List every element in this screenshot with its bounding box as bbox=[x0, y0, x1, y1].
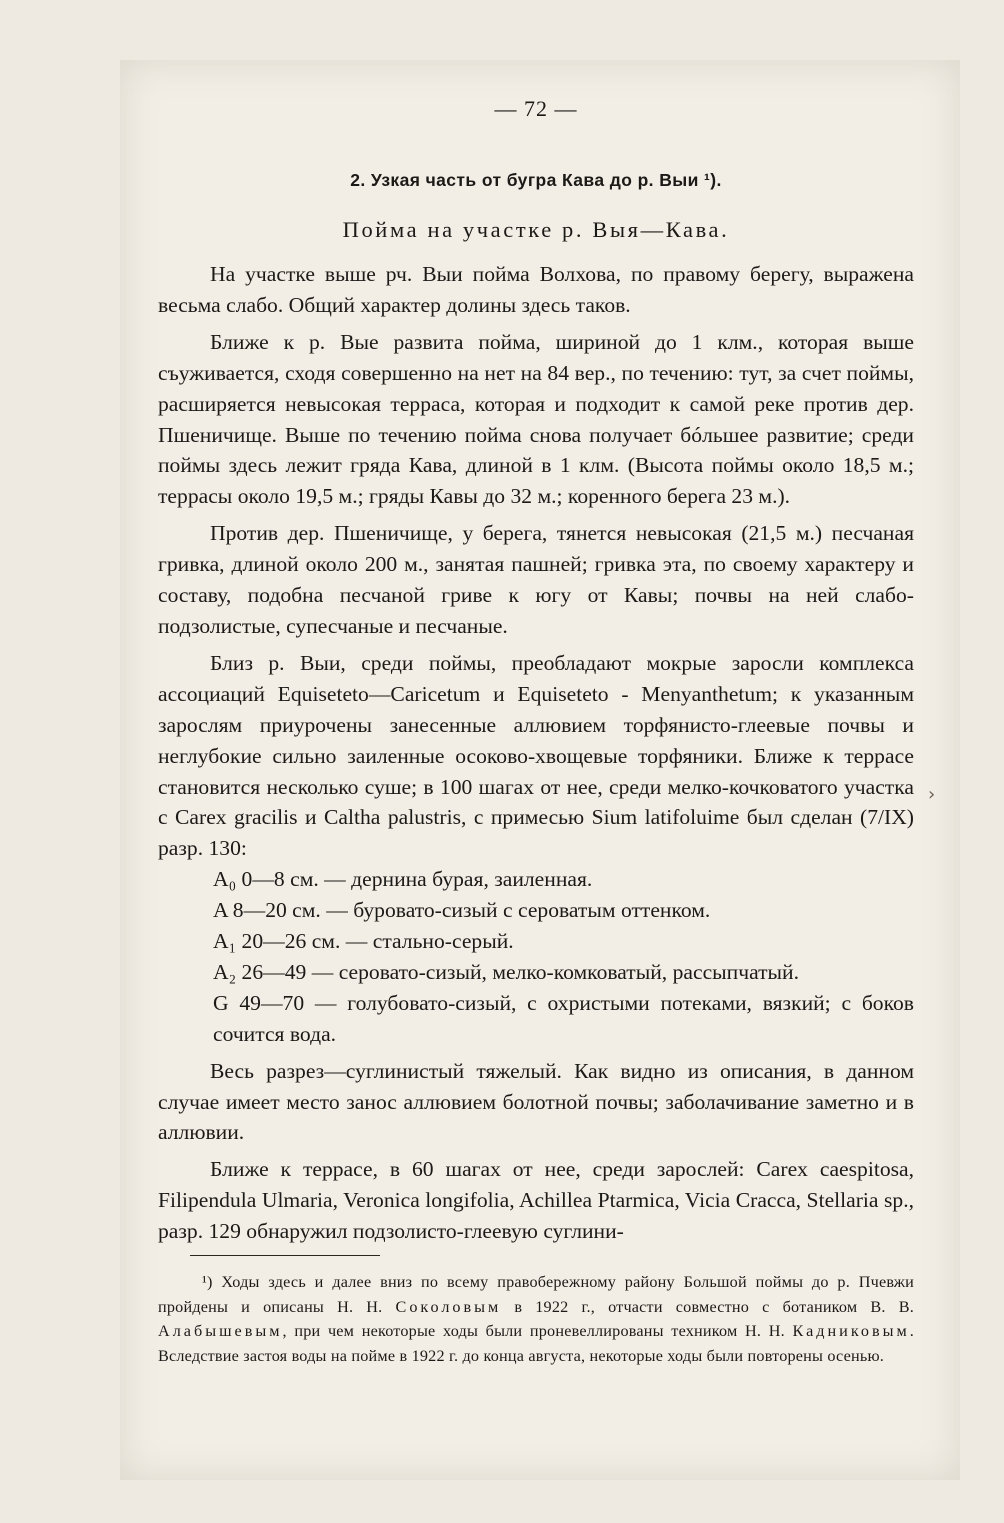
paragraph-6: Ближе к террасе, в 60 шагах от нее, среди зарослей: Carex caespitosa, Filipendula Ulmaria, Veronica longifolia, Achillea Ptarmica, Vicia Cracca, Stellaria sp., разр. 129 обнаружил подзолисто-глеевую суглини- bbox=[158, 1157, 914, 1244]
horizon-g bbox=[158, 988, 914, 1050]
footnote bbox=[158, 1270, 914, 1368]
footnote-name-kadnikov: Кадниковым bbox=[792, 1322, 910, 1341]
page-content bbox=[158, 96, 914, 1368]
paragraph-5: Весь разрез—суглинистый тяжелый. Как видно из описания, в данном случае имеет место занос аллювием болотной почвы; заболачивание заметно и в аллювии. bbox=[158, 1058, 914, 1145]
paragraph-2: Ближе к р. Вые развита пойма, шириной до 1 клм., которая выше съуживается, сходя совершенно на нет на 84 вер., по течению: тут, за счет поймы, расширяется невысокая терраса, которая и подходит к самой реке против дер. Пшеничище. Выше по течению пойма снова получает бóльшее развитие; среди поймы здесь лежит гряда Кава, длиной в 1 клм. (Высота поймы около 18,5 м.; террасы около 19,5 м.; гряды Кавы до 32 м.; коренного берега 23 м.). bbox=[158, 329, 914, 509]
footnote-part-1: ¹) Ходы здесь и далее вниз по всему правобережному району Большой поймы до р. Пчевжи пройдены и описаны Н. Н. bbox=[158, 1273, 914, 1316]
soil-horizons-list bbox=[158, 864, 914, 1049]
footnote-part-4: . Вследствие застоя воды на пойме в 1922 г. до конца августа, некоторые ходы были повторены осенью. bbox=[158, 1322, 914, 1365]
section-heading: 2. Узкая часть от бугра Кава до р. Выи ¹). bbox=[350, 170, 722, 190]
footnote-divider bbox=[190, 1255, 380, 1256]
subheading: Пойма на участке р. Выя—Кава. bbox=[342, 217, 730, 242]
page-number: — 72 — bbox=[494, 96, 578, 121]
horizon-a0: A₀ 0—8 см. — дернина бурая, заиленная. bbox=[213, 867, 593, 892]
horizon-a1: A₁ 20—26 см. — стально-серый. bbox=[213, 929, 514, 954]
horizon-g-text: G 49—70 — голубовато-сизый, с охристыми потеками, вязкий; с боков сочится вода. bbox=[213, 990, 914, 1046]
footnote-part-3: , при чем некоторые ходы были проневеллированы техником Н. Н. bbox=[282, 1322, 793, 1341]
margin-mark: › bbox=[928, 784, 936, 805]
paragraph-4: Близ р. Выи, среди поймы, преобладают мокрые заросли комплекса ассоциаций Equiseteto—Caricetum и Equiseteto - Menyanthetum; к указанным зарослям приурочены занесенные аллювием торфянисто-глеевые почвы и неглубокие сильно заиленные осоково-хвощевые торфяники. Ближе к террасе становится несколько суше; в 100 шагах от нее, среди мелко-кочковатого участка с Carex gracilis и Caltha palustris, с примесью Sium latifoluime был сделан (7/IX) разр. 130: bbox=[158, 650, 914, 861]
paragraph-1: На участке выше рч. Выи пойма Волхова, по правому берегу, выражена весьма слабо. Общий характер долины здесь таков. bbox=[158, 262, 914, 317]
footnote-name-sokolov: Соколовым bbox=[395, 1297, 502, 1316]
horizon-a: A 8—20 см. — буровато-сизый с сероватым оттенком. bbox=[213, 898, 711, 923]
footnote-part-2: в 1922 г., отчасти совместно с ботаником В. В. bbox=[501, 1297, 914, 1316]
horizon-a2: A₂ 26—49 — серовато-сизый, мелко-комковатый, рассыпчатый. bbox=[213, 959, 800, 984]
footnote-name-alabyshev: Алабышевым bbox=[158, 1322, 283, 1341]
paragraph-3: Против дер. Пшеничище, у берега, тянется невысокая (21,5 м.) песчаная гривка, длиной около 200 м., занятая пашней; гривка эта, по своему характеру и составу, подобна песчаной гриве к югу от Кавы; почвы на ней слабо-подзолистые, супесчаные и песчаные. bbox=[158, 521, 914, 638]
